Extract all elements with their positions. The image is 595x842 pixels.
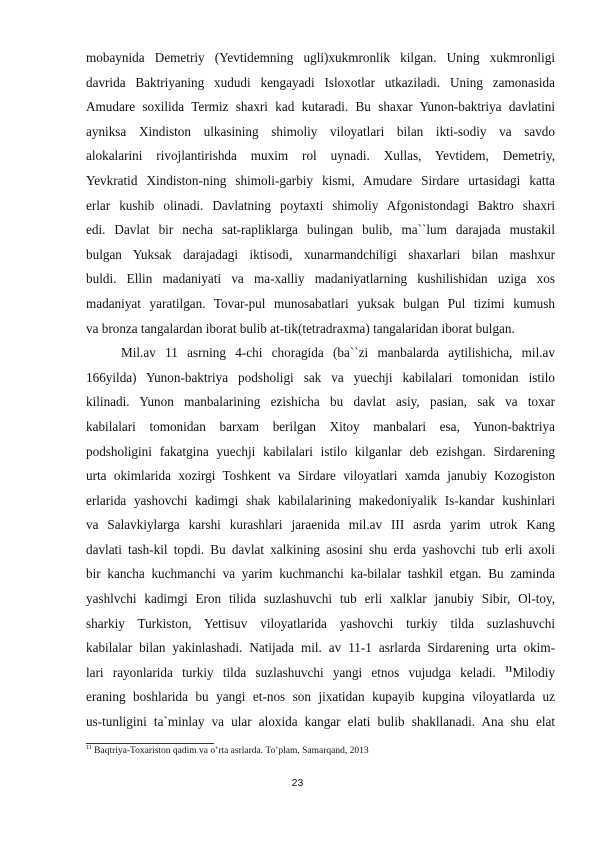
text-line: Yevkratid Xindiston-ning shimoli-garbiy kismi, Amudare Sirdare urtasidagi katta bbox=[86, 172, 555, 188]
text-line: erlarida yashovchi kadimgi shak kabilalarining makedoniyalik Is-kandar kushinlari bbox=[86, 492, 555, 508]
text-line: kabilalar bilan yakinlashadi. Natijada mil. av 11-1 asrlarda Sirdarening urta okim- bbox=[86, 640, 555, 656]
text-line: us-tunligini ta`minlay va ular aloxida kangar elati bulib shakllanadi. Ana shu elat bbox=[86, 714, 555, 730]
footnote bbox=[86, 745, 369, 758]
text-line: buldi. Ellin madaniyati va ma-xalliy madaniyatlarning kushilishidan uziga xos bbox=[86, 271, 555, 287]
paragraph-start-line: Mil.av 11 asrning 4-chi choragida (ba``zi manbalarda aytilishicha, mil.av bbox=[121, 345, 555, 361]
text-line: davrida Baktriyaning xududi kengayadi Isloxotlar utkaziladi. Uning zamonasida bbox=[86, 74, 555, 90]
text-line: davlati tash-kil topdi. Bu davlat xalkining asosini shu erda yashovchi tub erli axoli bbox=[86, 541, 555, 557]
text-line: bir kancha kuchmanchi va yarim kuchmanchi ka-bilalar tashkil etgan. Bu zaminda bbox=[86, 566, 555, 582]
text-line: kabilalari tomonidan barxam berilgan Xitoy manbalari esa, Yunon-baktriya bbox=[86, 418, 555, 434]
text-line: edi. Davlat bir necha sat-rapliklarga bulingan bulib, ma``lum darajada mustakil bbox=[86, 222, 555, 238]
footnote-divider bbox=[86, 743, 214, 744]
text-line: ayniksa Xindiston ulkasining shimoliy viloyatlari bilan ikti-sodiy va savdo bbox=[86, 123, 555, 139]
text-line: kilinadi. Yunon manbalarining ezishicha bu davlat asiy, pasian, sak va toxar bbox=[86, 394, 555, 410]
text-line: 166yilda) Yunon-baktriya podsholigi sak va yuechji kabilalari tomonidan istilo bbox=[86, 369, 555, 385]
footnote-reference[interactable]: 11 bbox=[504, 664, 513, 674]
text-line: va Salavkiylarga karshi kurashlari jaraenida mil.av III asrda yarim utrok Kang bbox=[86, 517, 555, 533]
text-line: urta okimlarida xozirgi Toshkent va Sirdare viloyatlari xamda janubiy Kozogiston bbox=[86, 468, 555, 484]
text-line: alokalarini rivojlantirishda muxim rol uynadi. Xullas, Yevtidem, Demetriy, bbox=[86, 148, 555, 164]
text-segment: lari rayonlarida turkiy tilda suzlashuvchi yangi etnos vujudga keladi. bbox=[86, 664, 496, 680]
text-line: sharkiy Turkiston, Yettisuv viloyatlarida yashovchi turkiy tilda suzlashuvchi bbox=[86, 615, 555, 631]
text-line: podsholigini fakatgina yuechji kabilalari istilo kilganlar deb ezishgan. Sirdarening bbox=[86, 443, 555, 459]
text-line: erlar kushib olinadi. Davlatning poytaxti shimoliy Afgonistondagi Baktro shaxri bbox=[86, 197, 555, 213]
text-line: eraning boshlarida bu yangi et-nos son jixatidan kupayib kupgina viloyatlarda uz bbox=[86, 689, 555, 705]
footnote-marker: 11 bbox=[86, 744, 92, 751]
document-body bbox=[86, 46, 555, 735]
paragraph-end-line: va bronza tangalardan iborat bulib at-tik(tetradraxma) tangalaridan iborat bulgan. bbox=[86, 320, 515, 336]
text-line: madaniyat yaratilgan. Tovar-pul munosabatlari yuksak bulgan Pul tizimi kumush bbox=[86, 295, 555, 311]
footnote-text: Baqtriya-Toxariston qadim va o’rta asrlarda. To’plam, Samarqand, 2013 bbox=[91, 746, 369, 756]
text-line: yashlvchi kadimgi Eron tilida suzlashuvchi tub erli xalklar janubiy Sibir, Ol-toy, bbox=[86, 591, 555, 607]
text-line: bulgan Yuksak darajadagi iktisodi, xunarmandchiligi shaxarlari bilan mashxur bbox=[86, 246, 555, 262]
text-line: mobaynida Demetriy (Yevtidemning ugli)xukmronlik kilgan. Uning xukmronligi bbox=[86, 50, 555, 65]
text-line-with-footnote-ref bbox=[86, 661, 555, 686]
text-segment: Milodiy bbox=[512, 664, 555, 680]
text-line: Amudare soxilida Termiz shaxri kad kutaradi. Bu shaxar Yunon-baktriya davlatini bbox=[86, 99, 555, 115]
page-number: 23 bbox=[291, 777, 304, 789]
